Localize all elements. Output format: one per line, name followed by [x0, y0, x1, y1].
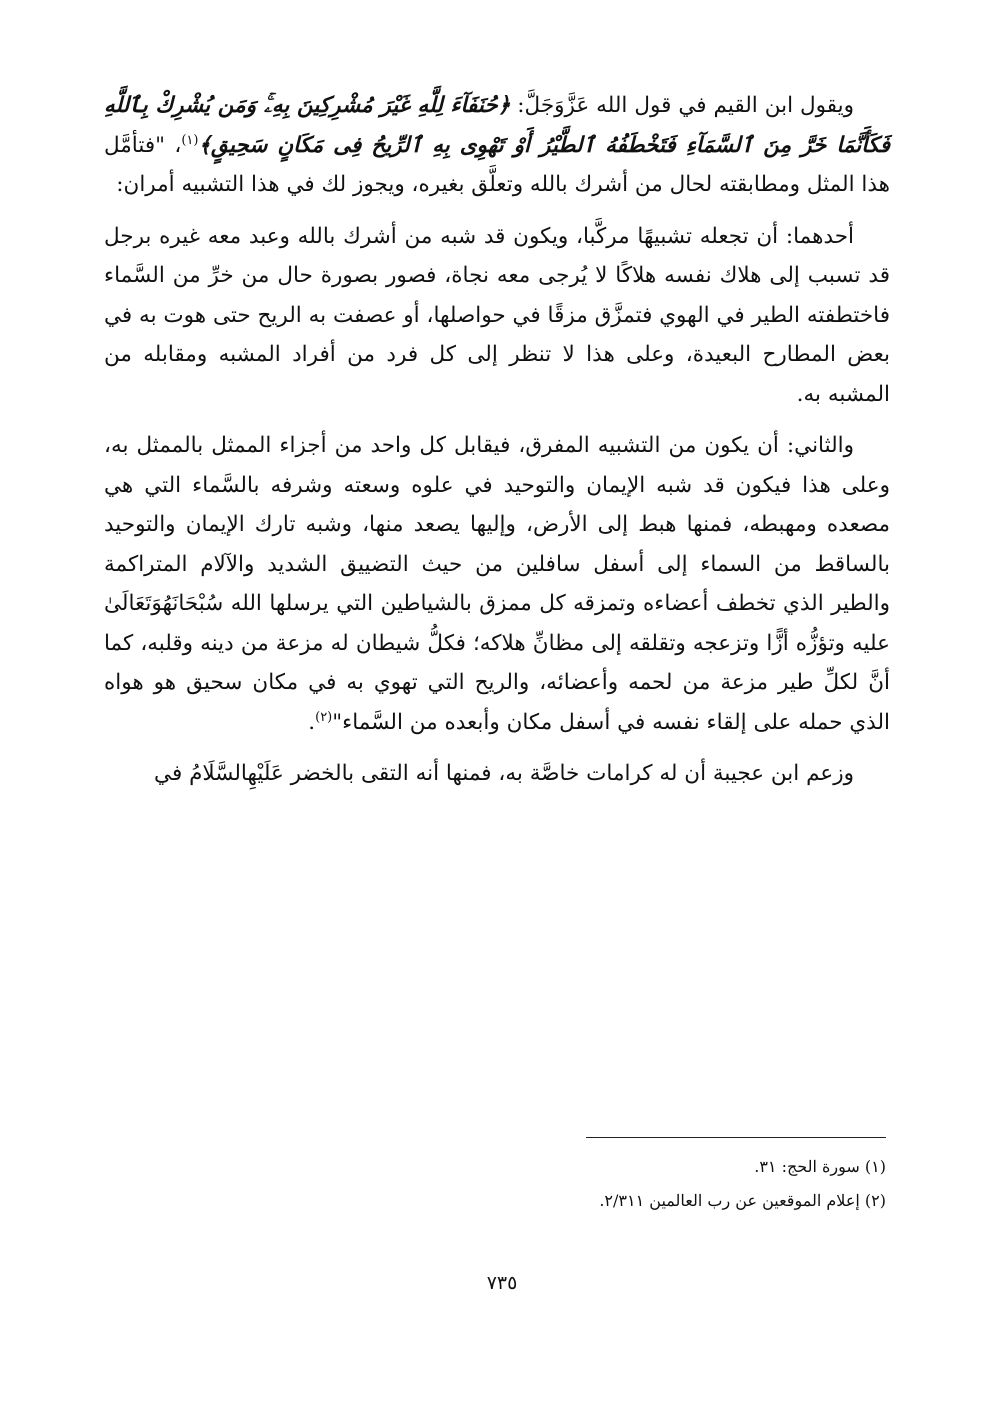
footnote-ref-2[interactable]: (٢) [315, 709, 333, 725]
paragraph-second-body: والثاني: أن يكون من التشبيه المفرق، فيقابل كل واحد من أجزاء الممثل بالممثل به، وعلى هذا فيكون قد شبه الإيمان والتوحيد في علوه وسعته وشرفه بالسَّماء التي هي مصعده ومهبطه، فمنها هبط إلى الأرض، وإليها يصعد منها، وشبه تارك الإيمان والتوحيد بالساقط من السماء إلى أسفل سافلين من حيث التضييق الشديد والآلام المتراكمة والطير الذي تخطف أعضاءه وتمزقه كل ممزق بالشياطين التي يرسلها الله سُبْحَانَهُوَتَعَالَىٰ عليه وتؤزُّه أزًّا وتزعجه وتقلقه إلى مظانِّ هلاكه؛ فكلُّ شيطان له مزعة من دينه وقلبه، كما أنَّ لكلِّ طير مزعة من لحمه وأعضائه، والريح التي تهوي به في مكان سحيق هو هواه الذي حمله على إلقاء نفسه في أسفل مكان وأبعده من السَّماء" [104, 433, 890, 735]
footnote-1: (١) سورة الحج: ٣١. [754, 1157, 886, 1176]
footnotes [106, 1150, 886, 1218]
body-text [104, 86, 890, 806]
page-number: ٧٣٥ [486, 1272, 518, 1294]
paragraph-intro: ويقول ابن القيم في قول الله عَزَّوَجَلَّ: [510, 93, 854, 118]
footnote-ref-1[interactable]: (١) [181, 132, 199, 148]
paragraph-ibn-qayyim-quote [104, 86, 890, 205]
footnote-2: (٢) إعلام الموقعين عن رب العالمين ٢/٣١١. [599, 1191, 886, 1210]
paragraph-first-interpretation: أحدهما: أن تجعله تشبيهًا مركَّبا، ويكون قد شبه من أشرك بالله وعبد معه غيره برجل قد تسبب إلى هلاك نفسه هلاكًا لا يُرجى معه نجاة، فصور بصورة حال من خرِّ من السَّماء فاختطفته الطير في الهوي فتمزَّق مزقًا في حواصلها، أو عصفت به الريح حتى هوت به في بعض المطارح البعيدة، وعلى هذا لا تنظر إلى كل فرد من أفراد المشبه ومقابله من المشبه به. [104, 223, 890, 407]
footnote-separator [586, 1137, 886, 1138]
quran-verse: ﴿حُنَفَآءَ لِلَّهِ غَيْرَ مُشْرِكِينَ بِهِۦۚ وَمَن يُشْرِكْ بِٱللَّهِ فَكَأَنَّمَا خَرَّ مِنَ ٱلسَّمَآءِ فَتَخْطَفُهُ ٱلطَّيْرُ أَوْ تَهْوِى بِهِ ٱلرِّيحُ فِى مَكَانٍ سَحِيقٍ﴾ [104, 93, 890, 158]
paragraph-second-end: . [308, 709, 316, 735]
paragraph-second-interpretation [104, 426, 890, 742]
paragraph-ibn-ajiba: وزعم ابن عجيبة أن له كرامات خاصَّة به، فمنها أنه التقى بالخضر عَلَيْهِالسَّلَامُ في [154, 761, 854, 786]
paragraph-continuation: ، "فتأمَّل هذا المثل ومطابقته لحال من أشرك بالله وتعلَّق بغيره، ويجوز لك في هذا التشبيه أمران: [104, 132, 890, 197]
